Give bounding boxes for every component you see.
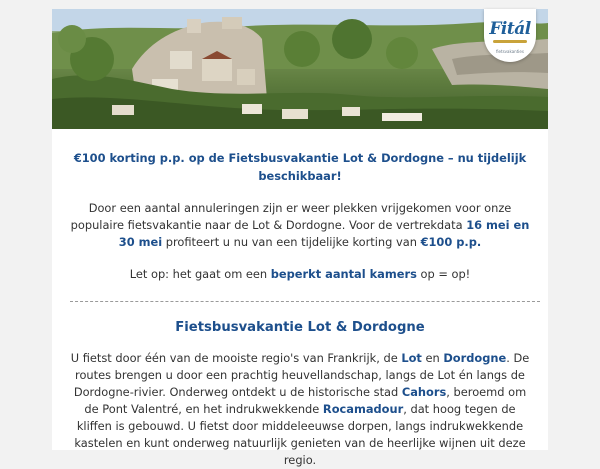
email-card bbox=[52, 9, 548, 467]
description-paragraph bbox=[70, 350, 530, 469]
desc-text-4: , beroemd om de Pont Valentré, en het indrukwekkende bbox=[84, 385, 527, 416]
section-title: Fietsbusvakantie Lot & Dordogne bbox=[175, 320, 425, 335]
intro-paragraph bbox=[70, 200, 530, 251]
discount-amount: €100 p.p. bbox=[420, 235, 482, 249]
fital-logo[interactable] bbox=[484, 9, 536, 62]
desc-text-3: . De routes brengen u door een prachtig heuvellandschap, langs de Lot én langs de Dordogne-rivier. Onderweg ontdekt u de historische stad bbox=[73, 351, 530, 399]
hero-landscape-illustration bbox=[52, 9, 548, 129]
notice-text-1: Let op: het gaat om een bbox=[129, 267, 271, 281]
notice-paragraph bbox=[70, 266, 530, 283]
hero-image bbox=[52, 9, 548, 129]
intro-text-2: profiteert u nu van een tijdelijke korting van bbox=[162, 235, 421, 249]
desc-text-2: en bbox=[421, 351, 444, 365]
desc-lot: Lot bbox=[401, 351, 422, 365]
logo-brand-text: Fitál bbox=[489, 19, 531, 39]
desc-cahors: Cahors bbox=[401, 385, 447, 399]
desc-dordogne: Dordogne bbox=[443, 351, 507, 365]
desc-text-1: U fietst door één van de mooiste regio's van Frankrijk, de bbox=[70, 351, 402, 365]
intro-text-1: Door een aantal annuleringen zijn er weer plekken vrijgekomen voor onze populaire fietsvakantie naar de Lot & Dordogne. Voor de vertrekdata bbox=[70, 201, 512, 232]
desc-rocamadour: Rocamadour bbox=[322, 402, 404, 416]
desc-text-5: , dat hoog tegen de kliffen is gebouwd. U fietst door middeleeuwse dorpen, langs indrukwekkende kastelen en kunt onderweg natuurlijk genieten van de heerlijke wijnen uit deze regio. bbox=[74, 402, 526, 467]
email-content bbox=[52, 149, 548, 469]
notice-text-2: op = op! bbox=[416, 267, 471, 281]
logo-underline bbox=[493, 40, 527, 43]
promo-headline: €100 korting p.p. op de Fietsbusvakantie Lot & Dordogne – nu tijdelijk beschikbaar! bbox=[73, 151, 527, 183]
limited-rooms: beperkt aantal kamers bbox=[270, 267, 417, 281]
logo-tagline: fietsvakanties bbox=[496, 49, 524, 54]
dashed-divider bbox=[70, 301, 540, 302]
departure-dates: 16 mei en 30 mei bbox=[118, 218, 530, 249]
